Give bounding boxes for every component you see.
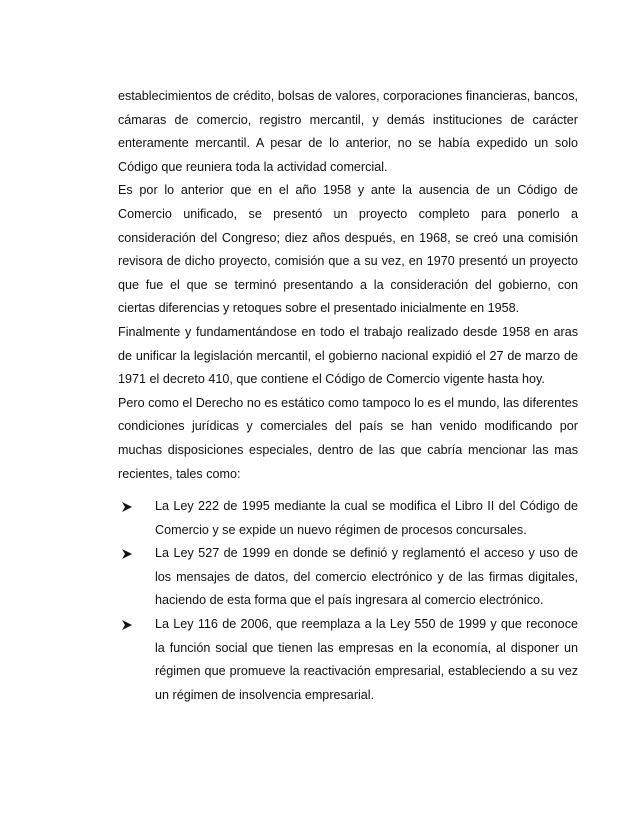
- law-list: [118, 495, 578, 707]
- arrowhead-bullet-icon: [121, 548, 133, 560]
- list-item-text: La Ley 527 de 1999 en donde se definió y reglamentó el acceso y uso de los mensajes de datos, del comercio electrónico y de las firmas digitales, haciendo de esta forma que el país ingresara al comercio electrónico.: [155, 546, 578, 608]
- list-item-text: La Ley 116 de 2006, que reemplaza a la Ley 550 de 1999 y que reconoce la función social que tienen las empresas en la economía, al disponer un régimen que promueve la reactivación empresarial, estableciendo a su vez un régimen de insolvencia empresarial.: [155, 617, 578, 702]
- paragraph-3: Finalmente y fundamentándose en todo el trabajo realizado desde 1958 en aras de unificar la legislación mercantil, el gobierno nacional expidió el 27 de marzo de 1971 el decreto 410, que contiene el Código de Comercio vigente hasta hoy.: [118, 324, 578, 387]
- list-item: [118, 542, 578, 613]
- list-item-text: La Ley 222 de 1995 mediante la cual se modifica el Libro II del Código de Comercio y se expide un nuevo régimen de procesos concursales.: [155, 499, 578, 537]
- paragraph-1: establecimientos de crédito, bolsas de valores, corporaciones financieras, bancos, cámaras de comercio, registro mercantil, y demás instituciones de carácter enteramente mercantil. A pesar de lo anterior, no se había expedido un solo Código que reuniera toda la actividad comercial.: [118, 89, 578, 174]
- list-item: [118, 613, 578, 707]
- arrowhead-bullet-icon: [121, 501, 133, 513]
- arrowhead-bullet-icon: [121, 619, 133, 631]
- paragraph-4: Pero como el Derecho no es estático como tampoco lo es el mundo, las diferentes condiciones jurídicas y comerciales del país se han venido modificando por muchas disposiciones especiales, dentro de las que cabría mencionar las mas recientes, tales como:: [118, 395, 578, 481]
- list-item: [118, 495, 578, 542]
- document-body: [118, 85, 578, 707]
- paragraph-2: Es por lo anterior que en el año 1958 y ante la ausencia de un Código de Comercio unificado, se presentó un proyecto completo para ponerlo a consideración del Congreso; diez años después, en 1968, se creó una comisión revisora de dicho proyecto, comisión que a su vez, en 1970 presentó un proyecto que fue el que se terminó presentando a la consideración del gobierno, con ciertas diferencias y retoques sobre el presentado inicialmente en 1958.: [118, 183, 578, 316]
